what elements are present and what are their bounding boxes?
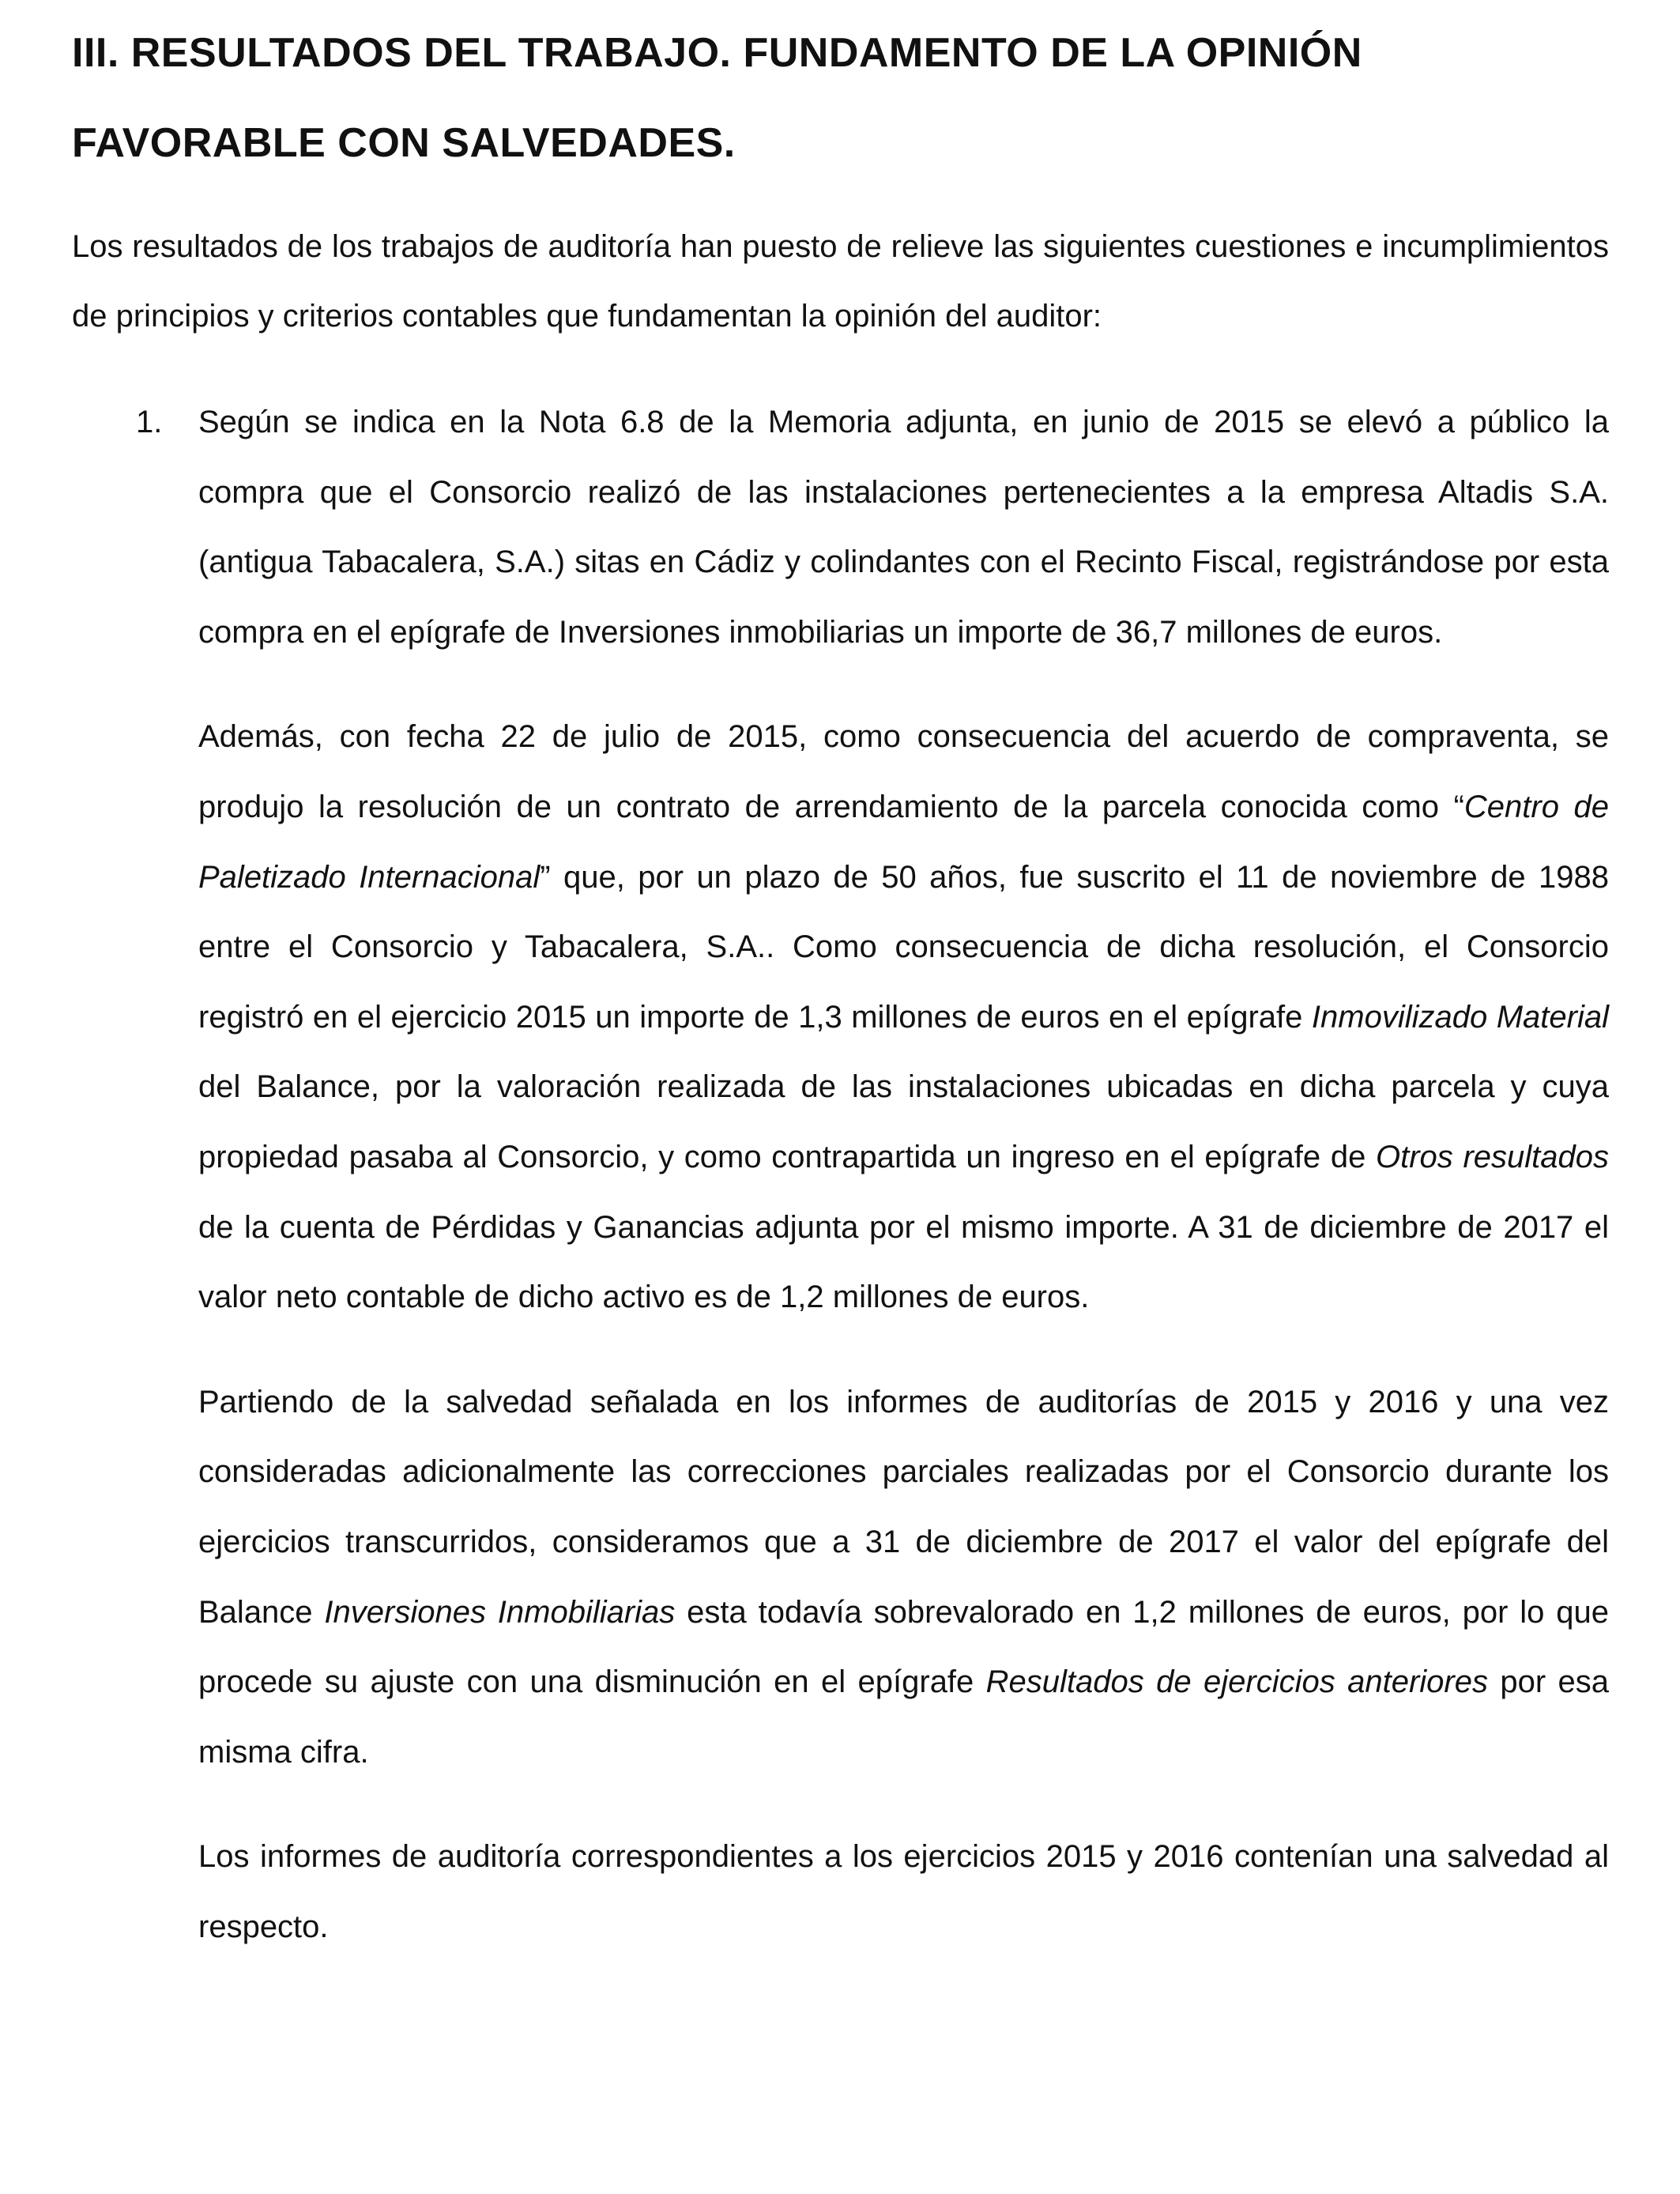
paragraph-2-text-c: ” que, por un plazo de 50 años, fue suscrito el 11 de noviembre de 1988 entre el Consorcio y Tabacalera, S.A.. Como consecuencia de dicha resolución, el Consorcio registró en el ejercicio 2015 un importe de 1,3 millones de euros en el epígrafe <box>198 859 1610 1035</box>
inmovilizado-material-emphasis: Inmovilizado Material <box>1311 999 1609 1035</box>
finding-paragraph-1: Según se indica en la Nota 6.8 de la Memoria adjunta, en junio de 2015 se elevó a público la compra que el Consorcio realizó de las instalaciones pertenecientes a la empresa Altadis S.A. (antigua Tabacalera, S.A.) sitas en Cádiz y colindantes con el Recinto Fiscal, registrándose por esta compra en el epígrafe de Inversiones inmobiliarias un importe de 36,7 millones de euros. <box>198 405 1609 650</box>
inversiones-inmobiliarias-emphasis: Inversiones Inmobiliarias <box>324 1594 676 1630</box>
paragraph-2-text-e: del Balance, por la valoración realizada de las instalaciones ubicadas en dicha parcela y cuya propiedad pasaba al Consorcio, y como contrapartida un ingreso en el epígrafe de <box>198 1069 1609 1174</box>
otros-resultados-emphasis: Otros resultados <box>1375 1139 1609 1174</box>
findings-list <box>72 387 1609 1996</box>
resultados-ejercicios-anteriores-emphasis: Resultados de ejercicios anteriores <box>985 1664 1488 1700</box>
paragraph-3-text-e: por esa misma cifra. <box>198 1664 1610 1770</box>
finding-paragraph-3 <box>198 1367 1609 1788</box>
section-heading-line-1: III. RESULTADOS DEL TRABAJO. FUNDAMENTO DE LA OPINIÓN <box>72 30 1362 76</box>
intro-paragraph: Los resultados de los trabajos de auditoría han puesto de relieve las siguientes cuestiones e incumplimientos de principios y criterios contables que fundamentan la opinión del auditor: <box>72 229 1609 334</box>
centro-paletizado-emphasis: Centro de Paletizado Internacional <box>198 789 1609 895</box>
finding-paragraph-2 <box>198 702 1609 1332</box>
finding-number: 1. <box>136 405 163 439</box>
paragraph-3-text-a: Partiendo de la salvedad señalada en los informes de auditorías de 2015 y 2016 y una vez consideradas adicionalmente las correcciones parciales realizadas por el Consorcio durante los ejercicios transcurridos, consideramos que a 31 de diciembre de 2017 el valor del epígrafe del Balance <box>198 1384 1609 1630</box>
paragraph-2-text-a: Además, con fecha 22 de julio de 2015, como consecuencia del acuerdo de compraventa, se produjo la resolución de un contrato de arrendamiento de la parcela conocida como “ <box>198 719 1609 824</box>
paragraph-3-text-c: esta todavía sobrevalorado en 1,2 millones de euros, por lo que procede su ajuste con una disminución en el epígrafe <box>198 1594 1609 1700</box>
paragraph-2-text-g: de la cuenta de Pérdidas y Ganancias adjunta por el mismo importe. A 31 de diciembre de 2017 el valor neto contable de dicho activo es de 1,2 millones de euros. <box>198 1209 1609 1315</box>
section-heading <box>72 8 1609 188</box>
section-heading-line-2: FAVORABLE CON SALVEDADES. <box>72 120 736 166</box>
finding-item <box>72 387 1609 1962</box>
finding-paragraph-4: Los informes de auditoría correspondientes a los ejercicios 2015 y 2016 contenían una salvedad al respecto. <box>198 1839 1609 1944</box>
